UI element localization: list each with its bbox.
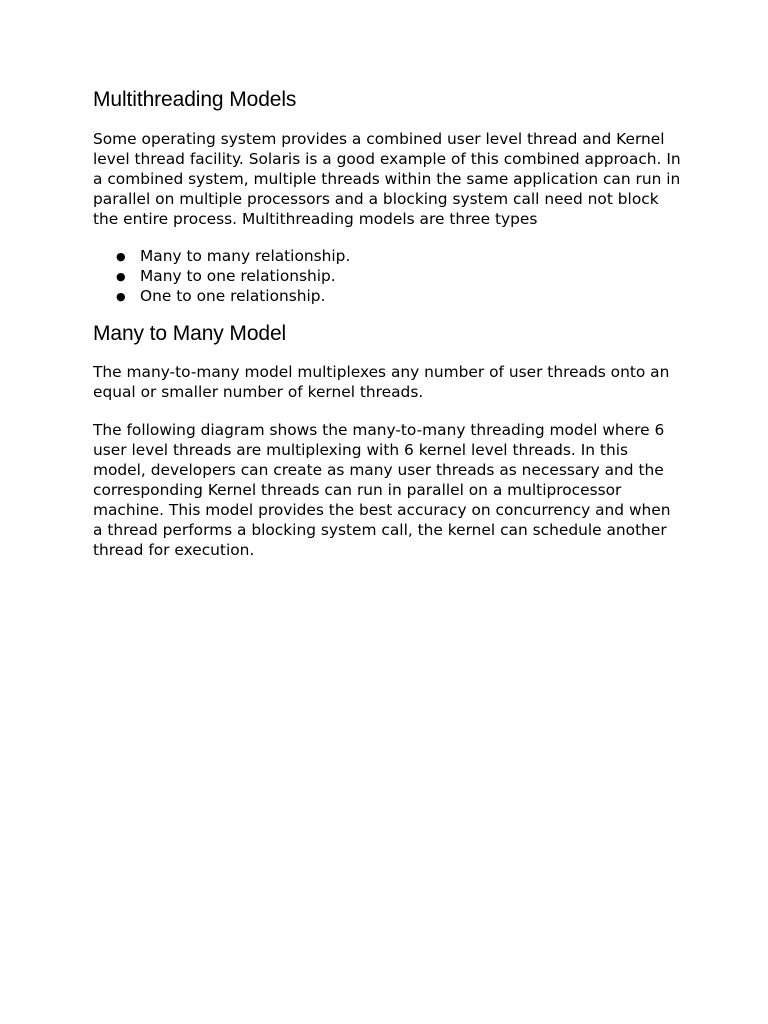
intro-paragraph: Some operating system provides a combined user level thread and Kernel level thread facility. Solaris is a good example of this combined approach. In a combined system, multiple threads within the same application can run in parallel on multiple processors and a blocking system call need not block the entire process. Multithreading models are three types <box>93 130 681 228</box>
heading-multithreading-models: Multithreading Models <box>93 88 297 111</box>
heading-many-to-many-model: Many to Many Model <box>93 322 287 345</box>
bullet-icon: ● <box>116 270 126 283</box>
list-item-text: One to one relationship. <box>140 287 326 305</box>
many-to-many-paragraph-2: The following diagram shows the many-to-many threading model where 6 user level threads are multiplexing with 6 kernel level threads. In this model, developers can create as many user threads as necessary and the corresponding Kernel threads can run in parallel on a multiprocessor machine. This model provides the best accuracy on concurrency and when a thread performs a blocking system call, the kernel can schedule another thread for execution. <box>93 421 671 559</box>
list-item <box>116 246 683 266</box>
list-item-text: Many to many relationship. <box>140 247 351 265</box>
list-item-text: Many to one relationship. <box>140 267 336 285</box>
document-page <box>93 86 683 560</box>
bullet-icon: ● <box>116 250 126 263</box>
models-list <box>93 246 683 306</box>
many-to-many-paragraph-1: The many-to-many model multiplexes any number of user threads onto an equal or smaller number of kernel threads. <box>93 363 670 401</box>
list-item <box>116 286 683 306</box>
list-item <box>116 266 683 286</box>
bullet-icon: ● <box>116 290 126 303</box>
